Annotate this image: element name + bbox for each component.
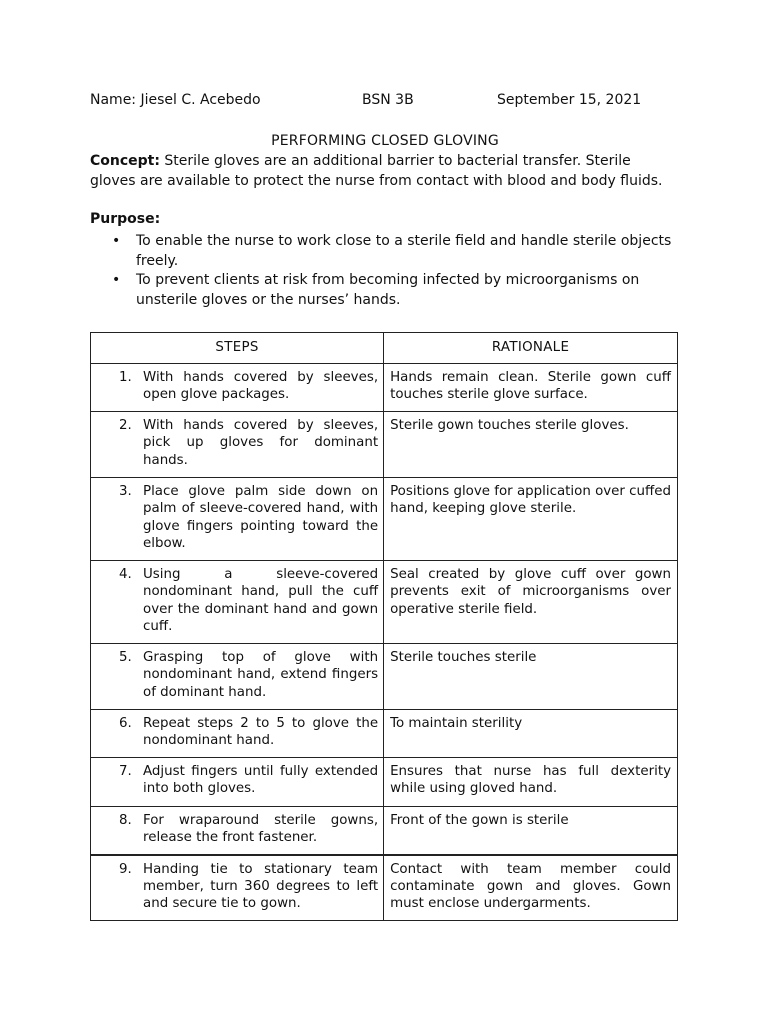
step-number: 4. xyxy=(119,567,132,582)
bullet-icon: • xyxy=(112,272,121,288)
steps-table xyxy=(90,332,678,921)
step-text: For wraparound sterile gowns, release the front fastener. xyxy=(143,813,379,846)
step-number: 5. xyxy=(119,650,132,665)
student-class: BSN 3B xyxy=(362,92,414,108)
purpose-item xyxy=(90,232,680,271)
table-header-row xyxy=(91,333,678,364)
step-number: 2. xyxy=(119,418,132,433)
rationale-cell: Sterile touches sterile xyxy=(384,644,678,710)
document-title: PERFORMING CLOSED GLOVING xyxy=(271,133,499,149)
step-cell xyxy=(91,478,384,561)
bullet-icon: • xyxy=(112,233,121,249)
rationale-cell: Ensures that nurse has full dexterity while using gloved hand. xyxy=(384,758,678,807)
step-number: 3. xyxy=(119,484,132,499)
steps-header: STEPS xyxy=(91,333,384,364)
table-row xyxy=(91,855,678,921)
table-row xyxy=(91,364,678,412)
table-row xyxy=(91,412,678,478)
table-row xyxy=(91,561,678,644)
table-row xyxy=(91,807,678,855)
purpose-item-text: To enable the nurse to work close to a sterile field and handle sterile objects freely. xyxy=(136,233,672,269)
rationale-cell: Sterile gown touches sterile gloves. xyxy=(384,412,678,478)
step-cell xyxy=(91,807,384,855)
rationale-cell: Hands remain clean. Sterile gown cuff touches sterile glove surface. xyxy=(384,364,678,412)
rationale-header: RATIONALE xyxy=(384,333,678,364)
purpose-item-text: To prevent clients at risk from becoming infected by microorganisms on unsterile gloves or the nurses’ hands. xyxy=(136,272,640,308)
header-line xyxy=(90,92,680,112)
step-number: 6. xyxy=(119,716,132,731)
document-date: September 15, 2021 xyxy=(497,92,642,108)
rationale-cell: To maintain sterility xyxy=(384,710,678,758)
step-text: Adjust fingers until fully extended into both gloves. xyxy=(143,764,379,797)
step-text: With hands covered by sleeves, open glove packages. xyxy=(143,370,379,403)
step-cell xyxy=(91,644,384,710)
step-cell xyxy=(91,855,384,921)
step-text: Handing tie to stationary team member, turn 360 degrees to left and secure tie to gown. xyxy=(143,861,379,912)
step-cell xyxy=(91,758,384,807)
step-text: Using a sleeve-covered nondominant hand, pull the cuff over the dominant hand and gown cuff. xyxy=(143,567,379,634)
step-text: Grasping top of glove with nondominant hand, extend fingers of dominant hand. xyxy=(143,650,379,700)
rationale-cell: Front of the gown is sterile xyxy=(384,807,678,855)
purpose-label: Purpose: xyxy=(90,211,161,227)
step-text: With hands covered by sleeves, pick up gloves for dominant hands. xyxy=(143,418,379,468)
step-cell xyxy=(91,710,384,758)
step-cell xyxy=(91,412,384,478)
table-row xyxy=(91,710,678,758)
table-row xyxy=(91,478,678,561)
purpose-list xyxy=(90,232,680,310)
step-cell xyxy=(91,561,384,644)
table-row xyxy=(91,644,678,710)
step-cell xyxy=(91,364,384,412)
step-number: 8. xyxy=(119,813,132,828)
step-text: Repeat steps 2 to 5 to glove the nondominant hand. xyxy=(143,716,379,749)
step-number: 7. xyxy=(119,764,132,779)
concept-paragraph xyxy=(90,152,680,191)
table-row xyxy=(91,758,678,807)
concept-text: Sterile gloves are an additional barrier to bacterial transfer. Sterile gloves are available to protect the nurse from contact with blood and body fluids. xyxy=(90,153,663,189)
purpose-item xyxy=(90,271,680,310)
concept-label: Concept: xyxy=(90,153,160,169)
step-number: 9. xyxy=(119,861,132,877)
rationale-cell: Positions glove for application over cuffed hand, keeping glove sterile. xyxy=(384,478,678,561)
step-text: Place glove palm side down on palm of sleeve-covered hand, with glove fingers pointing toward the elbow. xyxy=(143,484,379,551)
rationale-cell: Contact with team member could contaminate gown and gloves. Gown must enclose undergarments. xyxy=(384,855,678,921)
student-name: Name: Jiesel C. Acebedo xyxy=(90,92,261,108)
step-number: 1. xyxy=(119,370,132,385)
rationale-cell: Seal created by glove cuff over gown prevents exit of microorganisms over operative sterile field. xyxy=(384,561,678,644)
